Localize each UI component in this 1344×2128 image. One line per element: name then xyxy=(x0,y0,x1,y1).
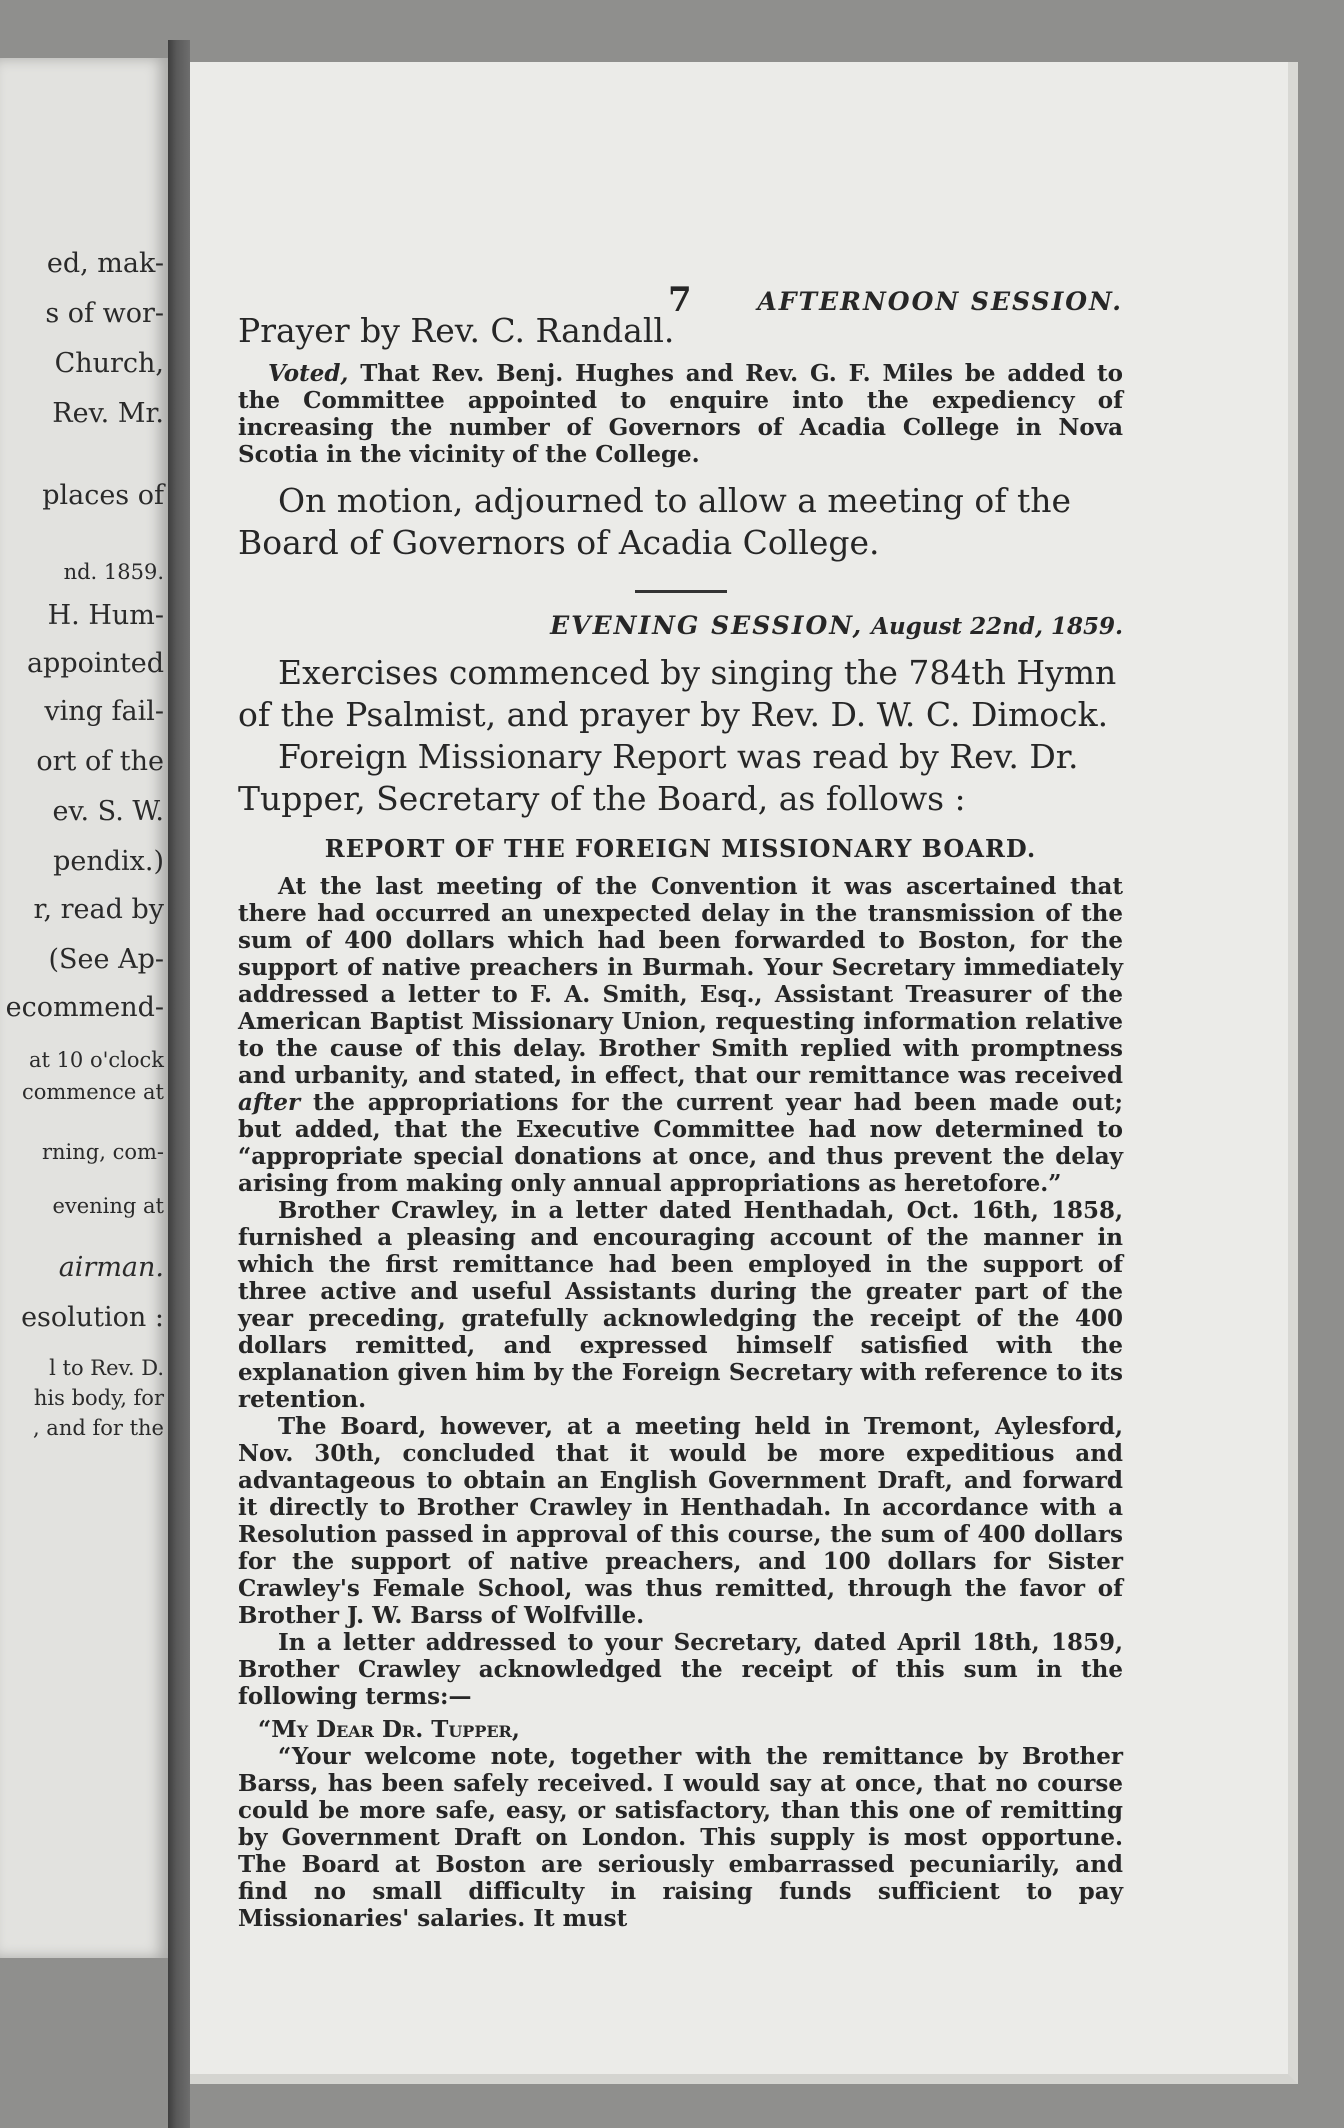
left-page-fragment-line: ed, mak- xyxy=(46,248,164,279)
left-page-fragment-line: evening at xyxy=(52,1194,164,1218)
left-page-fragment-line: H. Hum- xyxy=(47,600,164,631)
exercises-paragraph: Exercises commenced by singing the 784th Hymn of the Psalmist, and prayer by Rev. D. W. C. Dimock. xyxy=(238,653,1117,734)
left-page-fragment-line: places of xyxy=(42,480,164,511)
evening-date: August 22nd, 1859. xyxy=(863,613,1123,640)
left-page-fragment-line: Church, xyxy=(54,348,164,379)
section-divider xyxy=(635,590,727,593)
voted-paragraph xyxy=(238,360,1123,468)
left-page-fragment-line: his body, for xyxy=(33,1386,164,1410)
book-spine xyxy=(168,40,190,2128)
left-page-fragment-line: ecommend- xyxy=(5,992,164,1023)
report-paragraph-1-emphasis: after xyxy=(238,1089,301,1116)
page-number: 7 xyxy=(668,280,692,320)
left-page-fragment-line: commence at xyxy=(21,1080,164,1104)
report-title: REPORT OF THE FOREIGN MISSIONARY BOARD. xyxy=(324,834,1037,863)
left-page-fragment-line: at 10 o'clock xyxy=(28,1048,164,1072)
left-page-fragment-line: Rev. Mr. xyxy=(52,398,164,429)
voted-label: Voted, xyxy=(268,360,349,387)
left-page-fragment-line: rning, com- xyxy=(41,1140,164,1164)
left-page-fragment-line: ving fail- xyxy=(44,696,164,727)
voted-text: That Rev. Benj. Hughes and Rev. G. F. Miles be added to the Committee appointed to enquire into the expediency of increasing the number of Governors of Acadia College in Nova Scotia in the vicinity of the College. xyxy=(238,360,1123,468)
evening-heading-text: EVENING SESSION, xyxy=(550,611,864,640)
left-page-fragment-line: , and for the xyxy=(32,1416,164,1440)
page-body xyxy=(238,287,1123,1932)
report-paragraph-1-a: At the last meeting of the Convention it was ascertained that there had occurred an unexpected delay in the transmission of the sum of 400 dollars which had been forwarded to Boston, for the support of native preachers in Burmah. Your Secretary immediately addressed a letter to F. A. Smith, Esq., Assistant Treasurer of the American Baptist Missionary Union, requesting information relative to the cause of this delay. Brother Smith replied with promptness and urbanity, and stated, in effect, that our remittance was received xyxy=(238,873,1123,1089)
prayer-line: Prayer by Rev. C. Randall. xyxy=(238,311,675,350)
report-paragraph-2: Brother Crawley, in a letter dated Henthadah, Oct. 16th, 1858, furnished a pleasing and encouraging account of the manner in which the first remittance had been employed in the support of three active and useful Assistants during the greater part of the year preceding, gratefully acknowledging the receipt of the 400 dollars remitted, and expressed himself satisfied with the explanation given him by the Foreign Secretary with reference to its retention. xyxy=(238,1197,1123,1413)
left-page-fragment-line: (See Ap- xyxy=(48,944,164,975)
left-page-fragment-line: appointed xyxy=(26,648,164,679)
left-page-fragment-line: l to Rev. D. xyxy=(49,1356,164,1380)
left-page-fragment-line: s of wor- xyxy=(45,298,164,329)
left-page-fragment-line: ort of the xyxy=(36,746,164,777)
left-page xyxy=(0,58,168,1958)
motion-paragraph: On motion, adjourned to allow a meeting of the Board of Governors of Acadia College. xyxy=(238,481,1072,562)
afternoon-session-heading: AFTERNOON SESSION. xyxy=(757,287,1123,316)
left-page-fragment-line: airman. xyxy=(58,1252,164,1283)
evening-session-heading xyxy=(238,611,1123,640)
left-page-fragment-line: ev. S. W. xyxy=(52,796,164,827)
left-page-fragment-line: esolution : xyxy=(21,1302,164,1333)
left-page-fragment-line: pendix.) xyxy=(53,846,164,877)
report-paragraph-1 xyxy=(238,873,1123,1197)
letter-salutation: “My Dear Dr. Tupper, xyxy=(258,1716,520,1743)
letter-paragraph: “Your welcome note, together with the remittance by Brother Barss, has been safely received. I would say at once, that no course could be more safe, easy, or satisfactory, than this one of remitting by Government Draft on London. This supply is most opportune. The Board at Boston are seriously embarrassed pecuniarily, and find no small difficulty in raising funds sufficient to pay Missionaries' salaries. It must xyxy=(238,1743,1123,1932)
report-paragraph-4: In a letter addressed to your Secretary, dated April 18th, 1859, Brother Crawley acknowledged the receipt of this sum in the following terms:— xyxy=(238,1629,1123,1710)
report-paragraph-1-b: the appropriations for the current year had been made out; but added, that the Executive Committee had now determined to “appropriate special donations at once, and thus prevent the delay arising from making only annual appropriations as heretofore.” xyxy=(238,1089,1123,1197)
left-page-fragment-line: r, read by xyxy=(33,894,164,925)
foreign-report-intro: Foreign Missionary Report was read by Rev. Dr. Tupper, Secretary of the Board, as follows : xyxy=(238,737,1079,818)
report-paragraph-3: The Board, however, at a meeting held in Tremont, Aylesford, Nov. 30th, concluded that it would be more expeditious and advantageous to obtain an English Government Draft, and forward it directly to Brother Crawley in Henthadah. In accordance with a Resolution passed in approval of this course, the sum of 400 dollars for the support of native preachers, and 100 dollars for Sister Crawley's Female School, was thus remitted, through the favor of Brother J. W. Barss of Wolfville. xyxy=(238,1413,1123,1629)
right-page xyxy=(190,62,1298,2084)
left-page-fragment-line: nd. 1859. xyxy=(63,560,164,584)
